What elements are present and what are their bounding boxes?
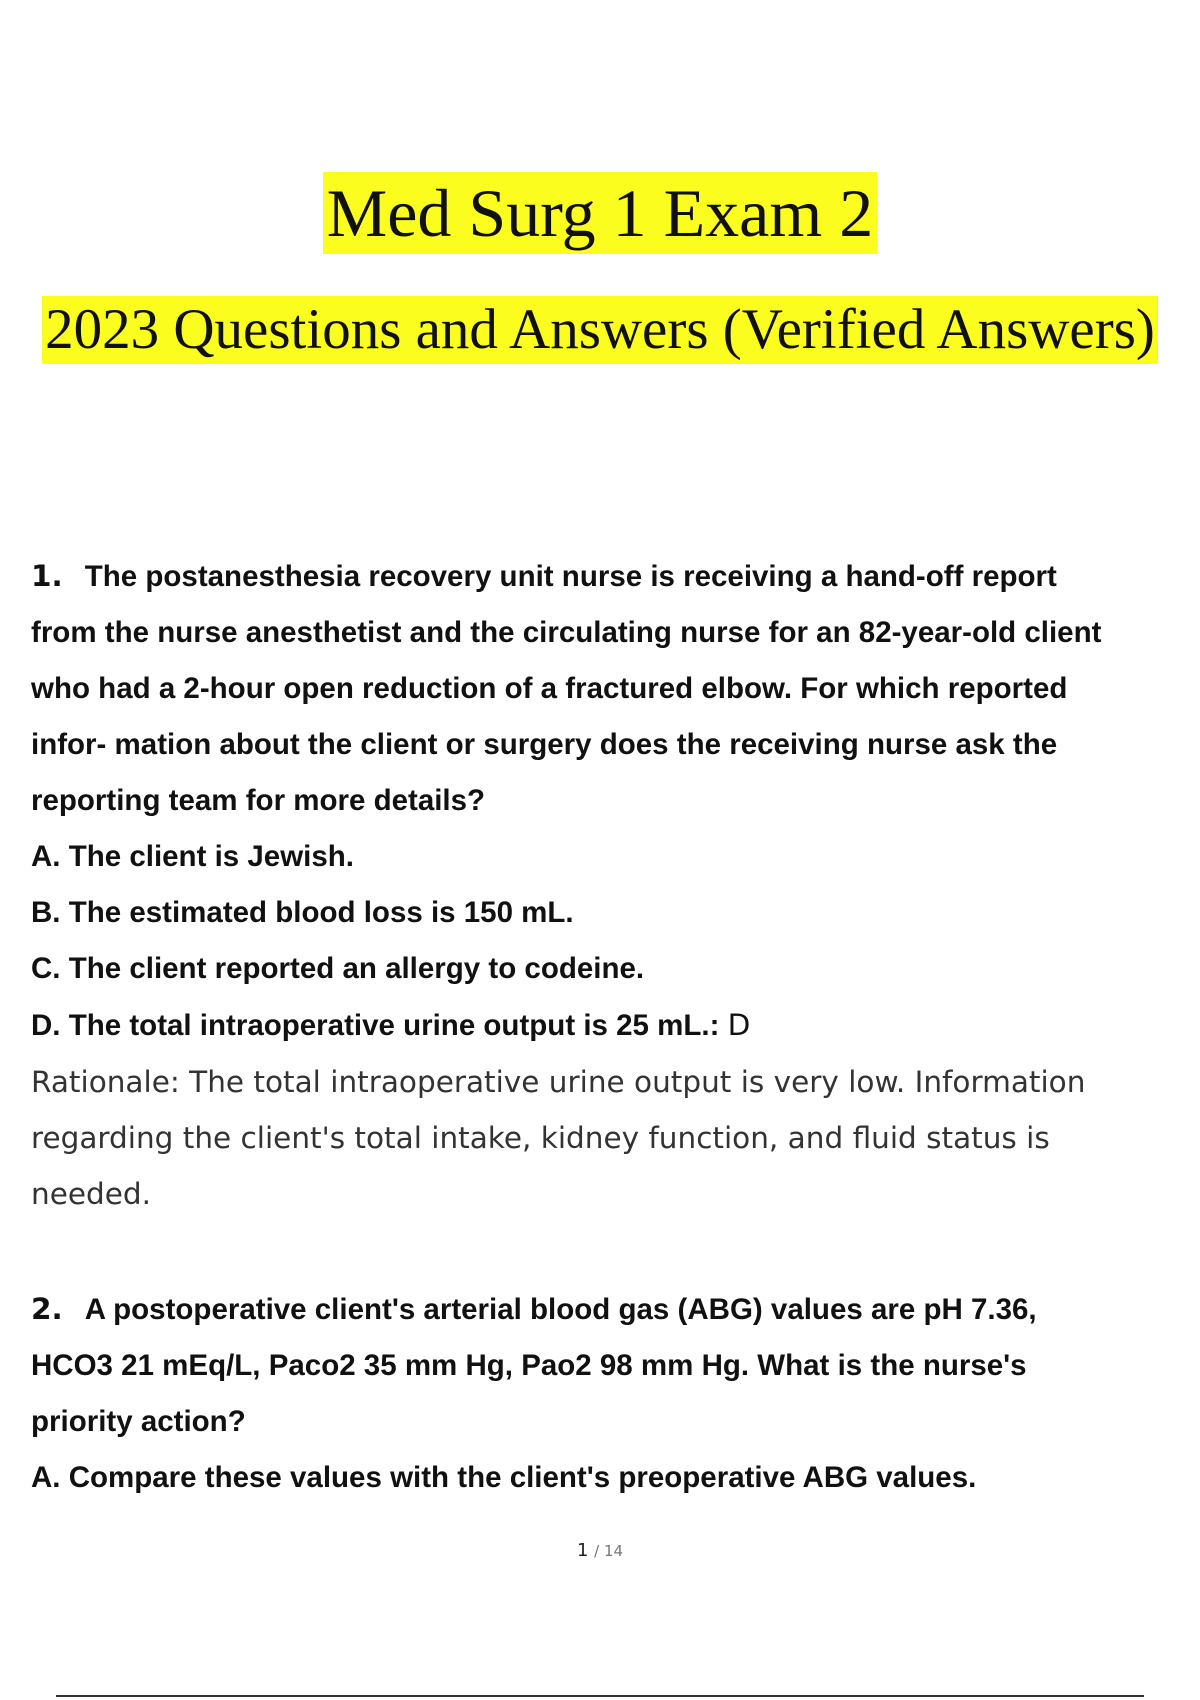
question-2 — [31, 1281, 1199, 1506]
page-divider — [56, 1695, 1144, 1697]
rationale-line: needed. — [31, 1177, 151, 1211]
option-label: D. — [31, 1009, 61, 1042]
option-b — [31, 885, 1199, 941]
current-page-number: 1 — [576, 1540, 589, 1561]
questions-content — [31, 548, 1199, 1506]
question-stem-line: HCO3 21 mEq/L, Paco2 35 mm Hg, Pao2 98 mm Hg. What is the nurse's — [31, 1349, 1027, 1382]
total-pages: / 14 — [594, 1542, 624, 1560]
option-c — [31, 941, 1199, 997]
rationale-line: regarding the client's total intake, kidney function, and fluid status is — [31, 1121, 1050, 1155]
question-stem-line: priority action? — [31, 1405, 246, 1438]
question-spacer — [31, 1222, 1199, 1281]
question-stem-line: 1. The postanesthesia recovery unit nurse is receiving a hand-off report — [31, 548, 1199, 605]
title-block — [0, 172, 1200, 254]
subtitle-block — [0, 296, 1200, 364]
option-text: The client reported an allergy to codeine. — [68, 952, 645, 985]
option-label: A. — [31, 840, 61, 873]
option-text: Compare these values with the client's preoperative ABG values. — [68, 1461, 977, 1494]
page-indicator — [0, 1540, 1200, 1561]
option-label: C. — [31, 952, 61, 985]
question-1 — [31, 548, 1199, 1222]
option-text: The total intraoperative urine output is 25 mL.: — [68, 1009, 720, 1042]
question-stem-line: from the nurse anesthetist and the circulating nurse for an 82-year-old client — [31, 616, 1102, 649]
option-a — [31, 1450, 1199, 1506]
question-stem-line: reporting team for more details? — [31, 784, 486, 817]
document-title: Med Surg 1 Exam 2 — [323, 172, 878, 254]
option-d — [31, 997, 1199, 1054]
option-text: The client is Jewish. — [68, 840, 354, 873]
question-stem-line: 2. A postoperative client's arterial blood gas (ABG) values are pH 7.36, — [31, 1281, 1199, 1338]
question-number: 2. — [31, 1292, 63, 1326]
document-subtitle: 2023 Questions and Answers (Verified Answers) — [42, 296, 1158, 364]
question-number: 1. — [31, 559, 63, 593]
question-stem-line: infor- mation about the client or surgery does the receiving nurse ask the — [31, 728, 1058, 761]
option-text: The estimated blood loss is 150 mL. — [68, 896, 574, 929]
question-stem-line: who had a 2-hour open reduction of a fractured elbow. For which reported — [31, 672, 1068, 705]
option-label: A. — [31, 1461, 61, 1494]
answer-key: D — [727, 1008, 751, 1042]
rationale-line: Rationale: The total intraoperative urine output is very low. Information — [31, 1065, 1086, 1099]
option-a — [31, 829, 1199, 885]
option-label: B. — [31, 896, 61, 929]
